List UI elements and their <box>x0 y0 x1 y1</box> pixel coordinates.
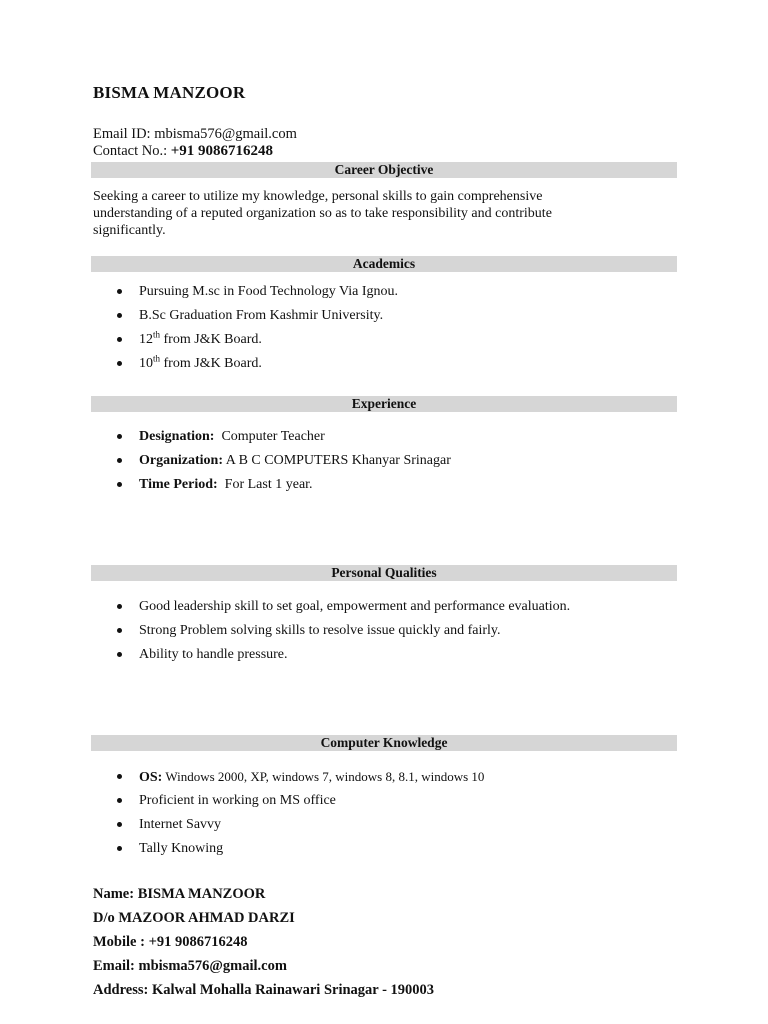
bullet-icon <box>117 822 122 827</box>
contact-label: Contact No.: <box>93 143 171 159</box>
experience-value: For Last 1 year. <box>217 477 313 492</box>
skill-text: Tally Knowing <box>139 841 224 856</box>
academics-item-suffix: th <box>153 353 161 364</box>
bullet-icon <box>117 289 122 294</box>
list-item <box>113 765 484 789</box>
os-value: Windows 2000, XP, windows 7, windows 8, 8.1, windows 10 <box>162 769 485 784</box>
footer-mobile: Mobile : +91 9086716248 <box>93 934 248 950</box>
bullet-icon <box>117 313 122 318</box>
experience-label: Designation: <box>139 429 215 444</box>
academics-item-grade: 10 <box>139 356 153 371</box>
experience-value: Computer Teacher <box>214 429 325 444</box>
list-item <box>113 304 398 328</box>
bullet-icon <box>117 337 122 342</box>
list-item <box>113 328 398 352</box>
academics-item-text: from J&K Board. <box>160 356 262 371</box>
footer-parent: D/o MAZOOR AHMAD DARZI <box>93 910 295 926</box>
computer-knowledge-list <box>113 765 484 861</box>
contact-value: +91 9086716248 <box>170 143 274 159</box>
academics-item-suffix: th <box>153 329 161 340</box>
bullet-icon <box>117 628 122 633</box>
bullet-icon <box>117 846 122 851</box>
list-item <box>113 813 484 837</box>
skill-text: Proficient in working on MS office <box>139 793 336 808</box>
list-item <box>113 837 484 861</box>
bullet-icon <box>117 434 122 439</box>
email-line <box>93 126 297 143</box>
list-item <box>113 643 570 667</box>
email-label: Email ID: <box>93 126 155 142</box>
list-item <box>113 619 570 643</box>
list-item <box>113 473 451 497</box>
experience-list <box>113 425 451 497</box>
candidate-name: BISMA MANZOOR <box>93 83 246 102</box>
experience-label: Organization: <box>139 453 223 468</box>
skill-text: Internet Savvy <box>139 817 222 832</box>
quality-text: Strong Problem solving skills to resolve issue quickly and fairly. <box>139 623 501 638</box>
section-header-computer-knowledge: Computer Knowledge <box>91 735 677 751</box>
bullet-icon <box>117 458 122 463</box>
section-header-academics: Academics <box>91 256 677 272</box>
bullet-icon <box>117 604 122 609</box>
quality-text: Good leadership skill to set goal, empowerment and performance evaluation. <box>139 599 571 614</box>
academics-item-text: B.Sc Graduation From Kashmir University. <box>139 308 384 323</box>
footer-email: Email: mbisma576@gmail.com <box>93 958 287 974</box>
quality-text: Ability to handle pressure. <box>139 647 288 662</box>
bullet-icon <box>117 652 122 657</box>
personal-qualities-list <box>113 595 570 667</box>
bullet-icon <box>117 798 122 803</box>
list-item <box>113 789 484 813</box>
bullet-icon <box>117 361 122 366</box>
section-header-career-objective: Career Objective <box>91 162 677 178</box>
experience-label: Time Period: <box>139 477 218 492</box>
section-header-experience: Experience <box>91 396 677 412</box>
career-objective-text <box>93 188 653 239</box>
list-item <box>113 352 398 376</box>
list-item <box>113 280 398 304</box>
academics-list <box>113 280 398 376</box>
os-label: OS: <box>139 770 163 785</box>
list-item <box>113 449 451 473</box>
footer-address: Address: Kalwal Mohalla Rainawari Srinagar - 190003 <box>93 982 435 998</box>
career-objective-line: significantly. <box>93 223 166 238</box>
contact-line <box>93 143 273 160</box>
email-value: mbisma576@gmail.com <box>154 126 297 142</box>
bullet-icon <box>117 482 122 487</box>
bullet-icon <box>117 774 122 779</box>
list-item <box>113 595 570 619</box>
academics-item-text: Pursuing M.sc in Food Technology Via Ignou. <box>139 284 398 299</box>
academics-item-grade: 12 <box>139 332 153 347</box>
career-objective-line: understanding of a reputed organization so as to take responsibility and contribute <box>93 206 552 221</box>
experience-value: A B C COMPUTERS Khanyar Srinagar <box>223 453 451 468</box>
list-item <box>113 425 451 449</box>
footer-name: Name: BISMA MANZOOR <box>93 886 266 902</box>
career-objective-line: Seeking a career to utilize my knowledge, personal skills to gain comprehensive <box>93 189 543 204</box>
section-header-personal-qualities: Personal Qualities <box>91 565 677 581</box>
academics-item-text: from J&K Board. <box>160 332 262 347</box>
